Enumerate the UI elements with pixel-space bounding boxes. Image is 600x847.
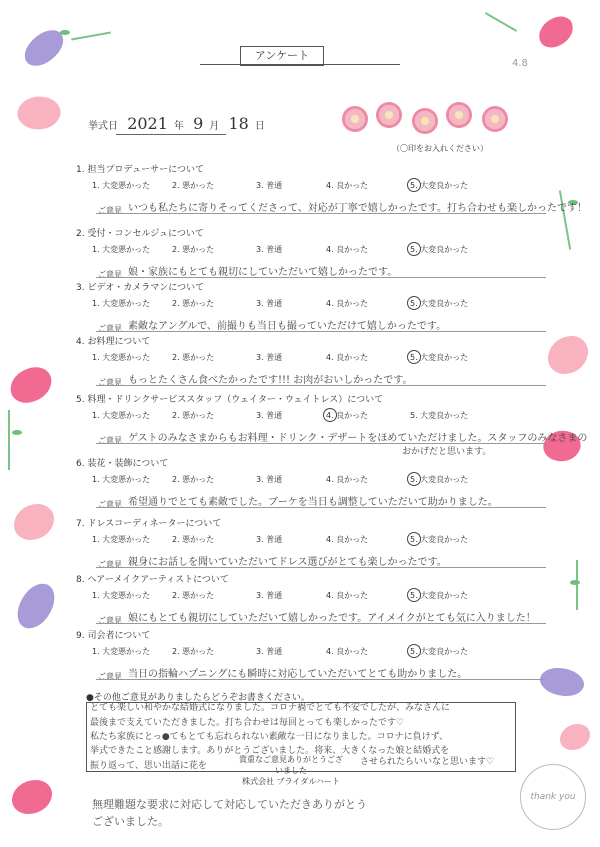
rating-option-label: 1. 大変悪かった: [92, 475, 151, 484]
rating-option[interactable]: [92, 410, 150, 421]
rose-icon: [376, 102, 402, 128]
comment-text: 娘にもとても親切にしていただいて嬉しかったです。アイメイクがとても気に入りました！: [128, 613, 536, 624]
selected-circle-mark: [407, 350, 421, 364]
rating-option[interactable]: [410, 180, 468, 191]
rose-icon: [482, 106, 508, 132]
rating-option[interactable]: [256, 646, 282, 657]
date-month-unit: 月: [209, 121, 220, 132]
rating-option-label: 5. 大変良かった: [410, 591, 469, 600]
date-day-unit: 日: [254, 121, 265, 132]
rating-option-label: 4. 良かった: [326, 647, 369, 656]
rating-option-label: 3. 普通: [256, 353, 283, 362]
rating-option[interactable]: [256, 534, 282, 545]
rating-option-label: 5. 大変良かった: [410, 411, 469, 420]
petal-purple-decoration: [13, 578, 59, 634]
rating-option-label: 2. 悪かった: [172, 591, 215, 600]
rating-option-label: 5. 大変良かった: [410, 299, 469, 308]
wedding-date: [88, 114, 265, 133]
rating-option-label: 4. 良かった: [326, 181, 369, 190]
rating-option-label: 4. 良かった: [326, 591, 369, 600]
rating-option-label: 5. 大変良かった: [410, 181, 469, 190]
petal-light-decoration: [560, 724, 590, 750]
comment-label: ご意見: [98, 324, 122, 333]
rating-option-label: 1. 大変悪かった: [92, 353, 151, 362]
circle-instruction: （〇印をお入れください）: [392, 144, 488, 153]
rating-option-label: 2. 悪かった: [172, 245, 215, 254]
rating-option[interactable]: [410, 474, 468, 485]
thanks-line: 貴重なご意見ありがとうございました: [239, 755, 343, 775]
comment-underline: [96, 277, 546, 278]
rating-option[interactable]: [92, 590, 150, 601]
rating-option[interactable]: [256, 474, 282, 485]
rating-option-label: 2. 悪かった: [172, 411, 215, 420]
rating-option[interactable]: [172, 180, 214, 191]
question-title: 8. ヘアーメイクアーティストについて: [76, 575, 229, 585]
question-title: 6. 装花・装飾について: [76, 459, 169, 469]
rating-option-label: 3. 普通: [256, 181, 283, 190]
rating-option-label: 2. 悪かった: [172, 647, 215, 656]
rating-option[interactable]: [172, 410, 214, 421]
other-comment-line: 私たち家族にとっ●てもとても忘れられない素敵な一日になりました。コロナに負けず、: [90, 732, 448, 742]
rating-option[interactable]: [326, 180, 368, 191]
rating-option[interactable]: [326, 298, 368, 309]
rating-option-label: 4. 良かった: [326, 475, 369, 484]
question-title: 7. ドレスコーディネーターについて: [76, 519, 222, 529]
leaf-decoration: [570, 580, 580, 585]
bottom-note-line: ございました。: [92, 815, 169, 828]
bottom-note-line: 無理難題な要求に対応して対応していただきありがとう: [92, 798, 367, 811]
rating-option-label: 5. 大変良かった: [410, 647, 469, 656]
rating-option-label: 4. 良かった: [326, 535, 369, 544]
rating-option-label: 4. 良かった: [326, 245, 369, 254]
comment-text: もっとたくさん食べたかったです!!! お肉がおいしかったです。: [128, 375, 413, 386]
rating-option-label: 3. 普通: [256, 475, 283, 484]
rating-option[interactable]: [326, 646, 368, 657]
rating-option-label: 2. 悪かった: [172, 353, 215, 362]
rating-option-label: 2. 悪かった: [172, 475, 215, 484]
rating-option-label: 3. 普通: [256, 647, 283, 656]
other-comment-line: とても楽しい和やかな結婚式になりました。コロナ禍でとても不安でしたが、みなさんに: [90, 703, 451, 713]
rating-option[interactable]: [172, 474, 214, 485]
selected-circle-mark: [407, 242, 421, 256]
rating-option[interactable]: [92, 646, 150, 657]
bottom-handwritten-note: [92, 796, 367, 830]
comment-underline: [96, 443, 546, 444]
comment-label: ご意見: [98, 270, 122, 279]
rating-option[interactable]: [326, 534, 368, 545]
leaf-decoration: [12, 430, 22, 435]
rating-option-label: 2. 悪かった: [172, 299, 215, 308]
rating-option-label: 1. 大変悪かった: [92, 245, 151, 254]
rating-option[interactable]: [410, 244, 468, 255]
rating-option[interactable]: [172, 590, 214, 601]
page-title: アンケート: [240, 46, 324, 66]
comment-underline: [96, 507, 546, 508]
rating-option[interactable]: [410, 352, 468, 363]
comment-text: 娘・家族にもとても親切にしていただいて嬉しかったです。: [128, 267, 398, 278]
rating-option-label: 4. 良かった: [326, 353, 369, 362]
rating-option[interactable]: [172, 244, 214, 255]
rating-option[interactable]: [172, 352, 214, 363]
rating-option-label: 1. 大変悪かった: [92, 647, 151, 656]
vine-decoration: [71, 32, 111, 41]
comment-underline: [96, 213, 546, 214]
rating-option[interactable]: [326, 352, 368, 363]
rating-option[interactable]: [256, 590, 282, 601]
rating-option-label: 4. 良かった: [326, 411, 369, 420]
selected-circle-mark: [407, 296, 421, 310]
rating-option-label: 3. 普通: [256, 299, 283, 308]
rating-option-label: 3. 普通: [256, 535, 283, 544]
question-title: 4. お料理について: [76, 337, 151, 347]
rating-option-label: 1. 大変悪かった: [92, 591, 151, 600]
rating-option[interactable]: [256, 298, 282, 309]
petal-pink-decoration: [7, 365, 54, 406]
question-title: 2. 受付・コンセルジュについて: [76, 229, 204, 239]
comment-label: ご意見: [98, 206, 122, 215]
date-month: 9: [193, 114, 204, 133]
thanks-message: [236, 754, 346, 787]
question-title: 5. 料理・ドリンクサービススタッフ（ウェイター・ウェイトレス）について: [76, 395, 384, 405]
thank-you-stamp: thank you: [520, 764, 586, 830]
rating-option-label: 4. 良かった: [326, 299, 369, 308]
rating-option[interactable]: [172, 646, 214, 657]
rating-option-label: 1. 大変悪かった: [92, 535, 151, 544]
comment-text: 親身にお話しを聞いていただいてドレス選びがとても楽しかったです。: [128, 557, 447, 568]
date-label: 挙式日: [88, 121, 118, 132]
rating-option-label: 2. 悪かった: [172, 181, 215, 190]
date-day: 18: [228, 114, 249, 133]
other-comment-line-tail: させられたらいいなと思います♡: [360, 757, 495, 767]
rating-option[interactable]: [256, 352, 282, 363]
comment-text: 素敵なアングルで、前撮りも当日も撮っていただけて嬉しかったです。: [128, 321, 447, 332]
question-title: 3. ビデオ・カメラマンについて: [76, 283, 205, 293]
company-name: 株式会社 ブライダルハート: [242, 777, 340, 786]
rating-option[interactable]: [326, 474, 368, 485]
petal-light-decoration: [14, 504, 54, 540]
rose-icon: [342, 106, 368, 132]
corner-note: 4.8: [512, 58, 528, 69]
vine-decoration: [8, 410, 10, 470]
selected-circle-mark: [407, 644, 421, 658]
date-underline: [116, 134, 226, 135]
rating-option-label: 2. 悪かった: [172, 535, 215, 544]
rating-option[interactable]: [410, 590, 468, 601]
rating-option[interactable]: [256, 244, 282, 255]
leaf-decoration: [60, 30, 70, 35]
question-title: 1. 担当プロデューサーについて: [76, 165, 204, 175]
rating-option-label: 1. 大変悪かった: [92, 299, 151, 308]
rating-option[interactable]: [410, 410, 468, 421]
rating-option[interactable]: [172, 298, 214, 309]
comment-underline: [96, 331, 546, 332]
comment-label: ご意見: [98, 500, 122, 509]
vine-decoration: [576, 560, 578, 610]
rating-option-label: 5. 大変良かった: [410, 535, 469, 544]
rating-option[interactable]: [92, 244, 150, 255]
rating-option[interactable]: [92, 298, 150, 309]
comment-label: ご意見: [98, 616, 122, 625]
petal-light-decoration: [548, 336, 588, 374]
comment-text-continued: おかげだと思います。: [402, 447, 492, 457]
comment-text: いつも私たちに寄りそってくださって、対応が丁寧で嬉しかったです。打ち合わせも楽しかったです！: [128, 203, 587, 214]
comment-underline: [96, 567, 546, 568]
rating-option-label: 1. 大変悪かった: [92, 411, 151, 420]
selected-circle-mark: [407, 532, 421, 546]
rating-option-label: 3. 普通: [256, 591, 283, 600]
comment-label: ご意見: [98, 378, 122, 387]
selected-circle-mark: [407, 178, 421, 192]
comment-label: ご意見: [98, 436, 122, 445]
comment-label: ご意見: [98, 560, 122, 569]
rating-option[interactable]: [410, 646, 468, 657]
other-comments-heading: ●その他ご意見がありましたらどうぞお書きください。: [86, 693, 310, 703]
rating-option-label: 3. 普通: [256, 245, 283, 254]
selected-circle-mark: [407, 588, 421, 602]
rating-option-label: 1. 大変悪かった: [92, 181, 151, 190]
rating-option[interactable]: [92, 352, 150, 363]
rating-option[interactable]: [92, 534, 150, 545]
comment-text: 希望通りでとても素敵でした。ブーケを当日も調整していただいて助かりました。: [128, 497, 498, 508]
rose-icon: [412, 108, 438, 134]
rating-option[interactable]: [172, 534, 214, 545]
rating-option[interactable]: [326, 410, 368, 421]
selected-circle-mark: [323, 408, 337, 422]
rating-option[interactable]: [326, 244, 368, 255]
comment-underline: [96, 385, 546, 386]
comment-underline: [96, 623, 546, 624]
rating-option[interactable]: [256, 180, 282, 191]
rating-option-label: 5. 大変良かった: [410, 353, 469, 362]
date-year-unit: 年: [173, 121, 184, 132]
date-year: 2021: [127, 114, 168, 133]
petal-pink-decoration: [534, 13, 577, 52]
rose-icon: [446, 102, 472, 128]
petal-purple-decoration: [537, 661, 588, 702]
vine-decoration: [485, 12, 517, 32]
selected-circle-mark: [407, 472, 421, 486]
rating-option[interactable]: [256, 410, 282, 421]
petal-pink-decoration: [12, 780, 52, 814]
comment-label: ご意見: [98, 672, 122, 681]
rating-option[interactable]: [92, 474, 150, 485]
comment-text: 当日の指輪ハプニングにも瞬時に対応していただいてとても助かりました。: [128, 669, 468, 680]
comment-underline: [96, 679, 546, 680]
rose-illustration: [342, 102, 518, 138]
rating-option-label: 5. 大変良かった: [410, 245, 469, 254]
rating-option[interactable]: [410, 298, 468, 309]
rating-option-label: 5. 大変良かった: [410, 475, 469, 484]
title-underline: [200, 64, 400, 65]
other-comment-line: 挙式できたこと感謝します。ありがとうございました。将来、大きくなった娘と結婚式を: [90, 746, 450, 756]
question-title: 9. 司会者について: [76, 631, 151, 641]
rating-option[interactable]: [326, 590, 368, 601]
other-comment-line: 振り返って、思い出話に花を: [90, 761, 207, 771]
petal-light-decoration: [14, 91, 63, 135]
rating-option[interactable]: [92, 180, 150, 191]
other-comment-line: 最後まで支えていただきました。打ち合わせは毎回とっても楽しかったです♡: [90, 718, 404, 728]
comment-text: ゲストのみなさまからもお料理・ドリンク・デザートをほめていただけました。スタッフのみなさまの: [128, 433, 588, 444]
rating-option-label: 3. 普通: [256, 411, 283, 420]
rating-option[interactable]: [410, 534, 468, 545]
